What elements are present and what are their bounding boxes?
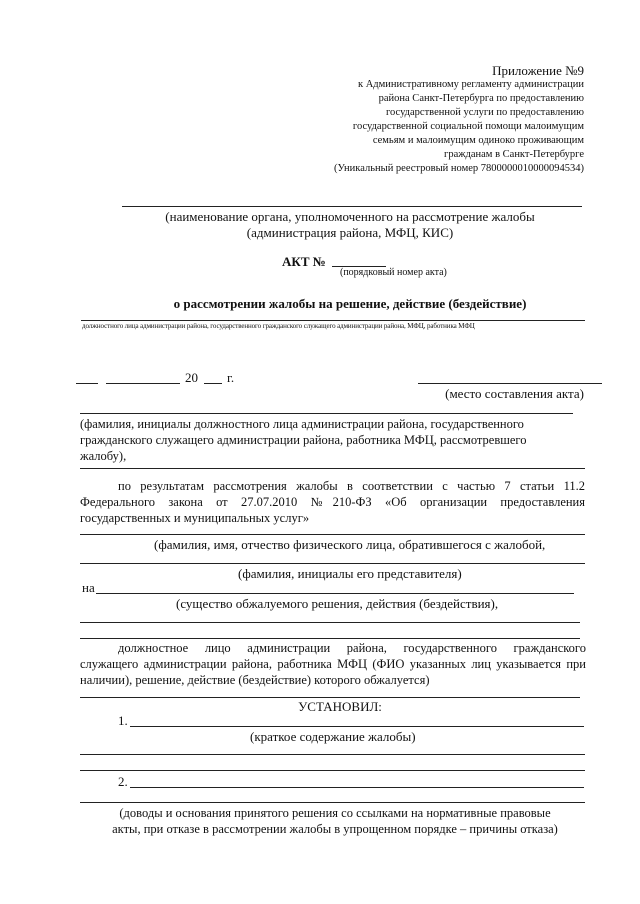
reviewer-caption-line: жалобу),: [80, 449, 127, 463]
officials-line-3: наличии), решение, действие (бездействие) которого обжалуется): [80, 673, 430, 687]
appendix-text: [300, 78, 584, 176]
registry-number: (Уникальный реестровый номер 7800000010000094534): [334, 163, 584, 174]
organ-caption-1: (наименование органа, уполномоченного на рассмотрение жалобы: [165, 209, 535, 224]
item-1-line-2: [80, 754, 585, 755]
decision-line: [96, 593, 574, 594]
appendix-line: района Санкт-Петербурга по предоставлению: [378, 93, 584, 104]
basis-line-3: государственных и муниципальных услуг»: [80, 511, 310, 525]
act-number-caption: (порядковый номер акта): [340, 267, 447, 278]
item-1-number: 1.: [118, 713, 128, 728]
basis-line-2: Федерального закона от 27.07.2010 №210-ФЗ «Об организации предоставления: [80, 495, 585, 509]
year-suffix: г.: [227, 370, 235, 385]
organ-caption-2: (администрация района, МФЦ, КИС): [246, 225, 454, 240]
item-1-line-3: [80, 770, 585, 771]
reviewer-caption-line: гражданского служащего администрации района, работника МФЦ, рассмотревшего: [80, 433, 527, 447]
item-1-line: [130, 726, 584, 727]
official-line: [81, 320, 585, 321]
item-1-caption: (краткое содержание жалобы): [250, 729, 416, 744]
reviewer-caption: [80, 416, 590, 464]
appendix-line: государственной социальной помощи малоимущим: [352, 121, 584, 132]
place-caption: (место составления акта): [445, 386, 584, 401]
appendix-line: семьям и малоимущим одиноко проживающим: [372, 135, 584, 146]
officials-line-2: служащего администрации района, работника МФЦ (ФИО указанных лиц указывается при: [80, 657, 586, 671]
basis-line-1: по результатам рассмотрения жалобы в соответствии с частью 7 статьи 11.2: [118, 479, 585, 493]
appendix-line: к Административному регламенту администрации: [357, 79, 584, 90]
applicant-line: [80, 534, 585, 535]
appendix-line: государственной услуги по предоставлению: [386, 107, 584, 118]
final-caption-1: (доводы и основания принятого решения со ссылками на нормативные правовые: [119, 806, 551, 820]
official-caption: должностного лица администрации района, государственного гражданского служащего администрации района, МФЦ, работника МФЦ: [82, 322, 475, 330]
month-line: [106, 383, 180, 384]
reviewer-line-2: [80, 468, 585, 469]
day-line: [76, 383, 98, 384]
decision-caption: (существо обжалуемого решения, действия (бездействия),: [176, 596, 499, 611]
item-2-line: [130, 787, 584, 788]
reviewer-caption-line: (фамилия, инициалы должностного лица администрации района, государственного: [80, 417, 524, 431]
act-label: АКТ №: [282, 254, 326, 269]
on-label: на: [82, 580, 95, 595]
item-2-number: 2.: [118, 774, 128, 789]
reviewer-line: [80, 413, 573, 414]
place-line: [418, 383, 602, 384]
year-line: [204, 383, 222, 384]
final-caption-2: акты, при отказе в рассмотрении жалобы в упрощенном порядке – причины отказа): [112, 822, 558, 836]
organ-name-line: [122, 206, 582, 207]
year-prefix: 20: [185, 370, 198, 385]
act-subject: о рассмотрении жалобы на решение, действие (бездействие): [173, 296, 527, 311]
representative-line: [80, 563, 585, 564]
representative-caption: (фамилия, инициалы его представителя): [238, 566, 462, 581]
applicant-caption: (фамилия, имя, отчество физического лица, обратившегося с жалобой,: [154, 537, 546, 552]
appendix-title: Приложение №9: [492, 63, 584, 78]
established-title: УСТАНОВИЛ:: [298, 699, 382, 714]
decision-line-3: [80, 638, 580, 639]
officials-line-1: должностное лицо администрации района, государственного гражданского: [118, 641, 586, 655]
officials-line: [80, 697, 580, 698]
item-2-line-2: [80, 802, 585, 803]
decision-line-2: [80, 622, 580, 623]
appendix-line: гражданам в Санкт-Петербурге: [444, 149, 584, 160]
